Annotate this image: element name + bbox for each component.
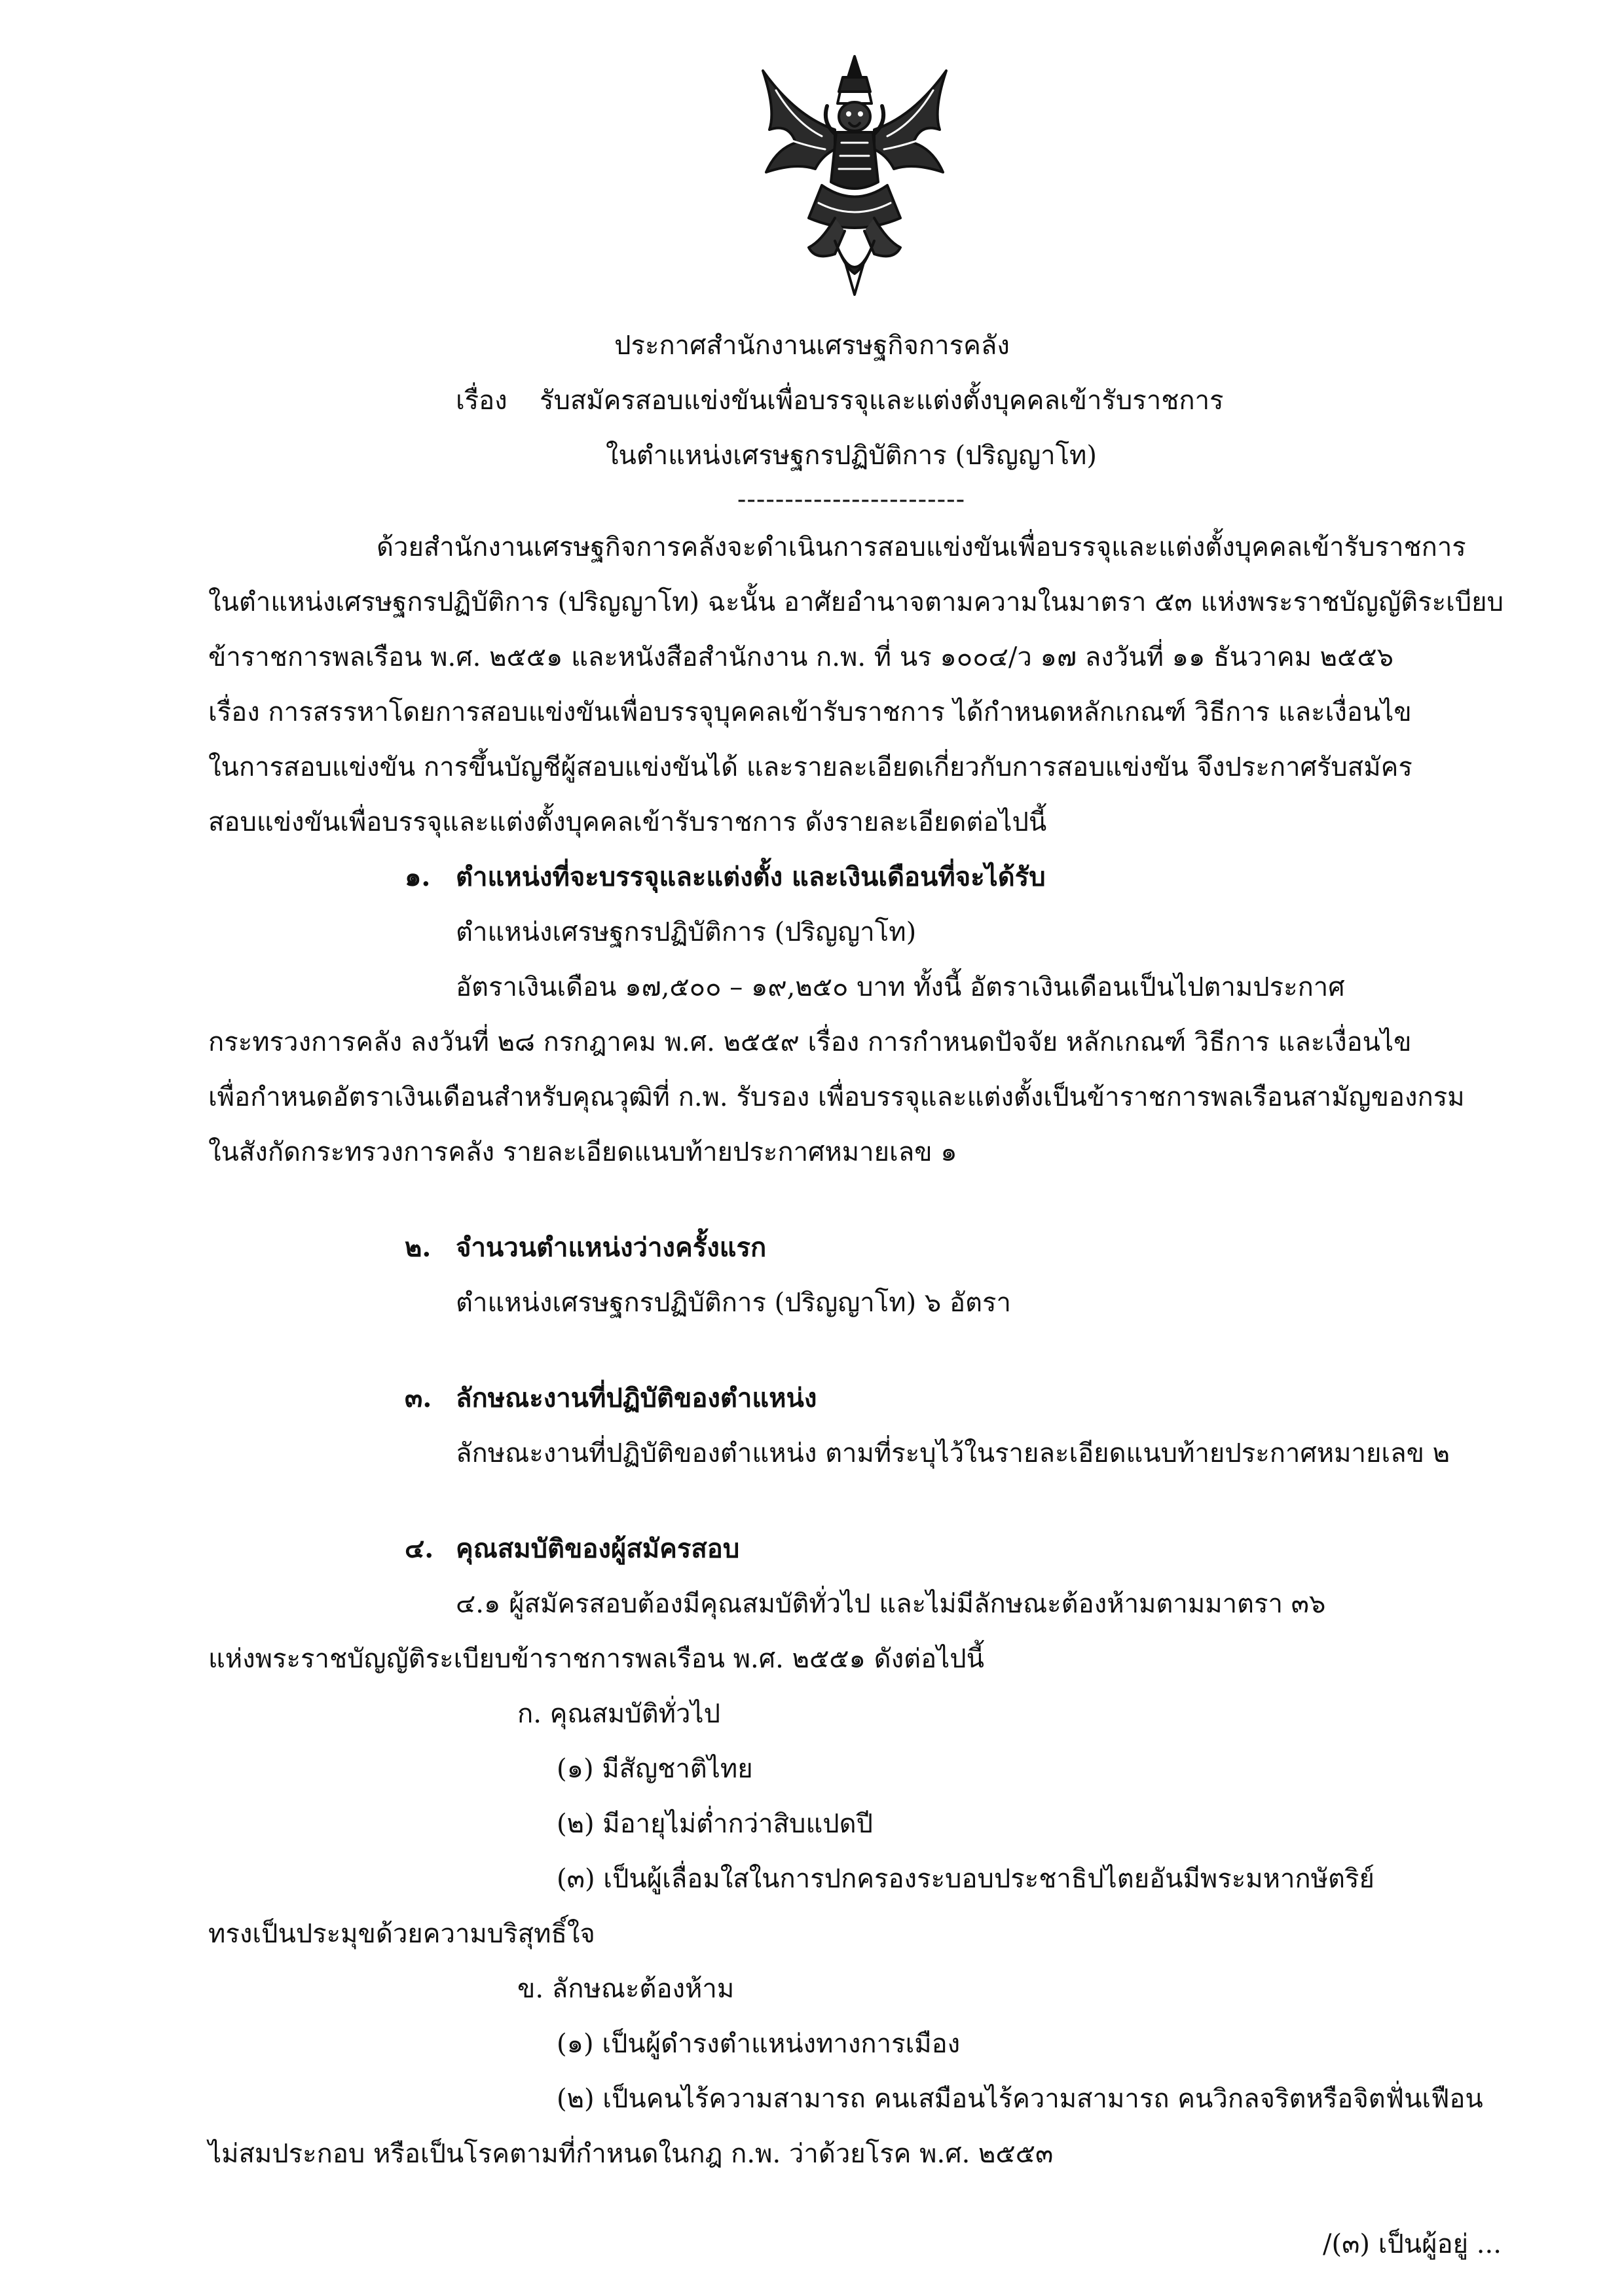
- subject-label: เรื่อง: [456, 386, 507, 416]
- intro-line-2: ในตำแหน่งเศรษฐกรปฏิบัติการ (ปริญญาโท) ฉะนั้น อาศัยอำนาจตามความในมาตรา ๕๓ แห่งพระราชบัญญัติระเบียบ: [208, 587, 1504, 617]
- general-item-2: (๒) มีอายุไม่ต่ำกว่าสิบแปดปี: [557, 1809, 873, 1839]
- prohibit-item-2: (๒) เป็นคนไร้ความสามารถ คนเสมือนไร้ความสามารถ คนวิกลจริตหรือจิตฟั่นเฟือน: [557, 2084, 1483, 2114]
- section-1-line-1: กระทรวงการคลัง ลงวันที่ ๒๘ กรกฎาคม พ.ศ. ๒๕๕๙ เรื่อง การกำหนดปัจจัย หลักเกณฑ์ วิธีการ และเงื่อนไข: [208, 1027, 1412, 1057]
- page-continuation: /(๓) เป็นผู้อยู่ ...: [1323, 2229, 1502, 2259]
- intro-line-5: ในการสอบแข่งขัน การขึ้นบัญชีผู้สอบแข่งขันได้ และรายละเอียดเกี่ยวกับการสอบแข่งขัน จึงประกาศรับสมัคร: [208, 752, 1412, 782]
- general-qualifications-label: ก. คุณสมบัติทั่วไป: [517, 1699, 720, 1729]
- intro-line-1: ด้วยสำนักงานเศรษฐกิจการคลังจะดำเนินการสอบแข่งขันเพื่อบรรจุและแต่งตั้งบุคคลเข้ารับราชการ: [377, 532, 1466, 562]
- section-1-position: ตำแหน่งเศรษฐกรปฏิบัติการ (ปริญญาโท): [456, 917, 917, 947]
- subject-line-2: ในตำแหน่งเศรษฐกรปฏิบัติการ (ปริญญาโท): [605, 441, 1098, 471]
- section-1-heading: ตำแหน่งที่จะบรรจุและแต่งตั้ง และเงินเดือนที่จะได้รับ: [456, 862, 1046, 892]
- intro-line-6: สอบแข่งขันเพื่อบรรจุและแต่งตั้งบุคคลเข้ารับราชการ ดังรายละเอียดต่อไปนี้: [208, 807, 1047, 837]
- garuda-emblem-icon: [750, 51, 959, 300]
- section-4-heading: คุณสมบัติของผู้สมัครสอบ: [456, 1533, 740, 1564]
- prohibit-item-1: (๑) เป็นผู้ดำรงตำแหน่งทางการเมือง: [557, 2029, 961, 2059]
- subject-line-1: รับสมัครสอบแข่งขันเพื่อบรรจุและแต่งตั้งบุคคลเข้ารับราชการ: [540, 386, 1224, 416]
- section-3-number: ๓.: [405, 1383, 432, 1413]
- general-item-1: (๑) มีสัญชาติไทย: [557, 1754, 753, 1784]
- general-item-3-continued: ทรงเป็นประมุขด้วยความบริสุทธิ์ใจ: [208, 1919, 595, 1949]
- section-3-line: ลักษณะงานที่ปฏิบัติของตำแหน่ง ตามที่ระบุไว้ในรายละเอียดแนบท้ายประกาศหมายเลข ๒: [456, 1438, 1450, 1468]
- section-4-sub1-line-2: แห่งพระราชบัญญัติระเบียบข้าราชการพลเรือน พ.ศ. ๒๕๕๑ ดังต่อไปนี้: [208, 1644, 984, 1674]
- section-2-line: ตำแหน่งเศรษฐกรปฏิบัติการ (ปริญญาโท) ๖ อัตรา: [456, 1288, 1011, 1318]
- section-1-line-3: ในสังกัดกระทรวงการคลัง รายละเอียดแนบท้ายประกาศหมายเลข ๑: [208, 1137, 957, 1167]
- prohibitions-label: ข. ลักษณะต้องห้าม: [517, 1974, 735, 2004]
- prohibit-item-2-continued: ไม่สมประกอบ หรือเป็นโรคตามที่กำหนดในกฎ ก.พ. ว่าด้วยโรค พ.ศ. ๒๕๕๓: [208, 2139, 1054, 2169]
- section-1-salary: อัตราเงินเดือน ๑๗,๕๐๐ – ๑๙,๒๕๐ บาท ทั้งนี้ อัตราเงินเดือนเป็นไปตามประกาศ: [456, 972, 1345, 1002]
- header-separator: ------------------------: [737, 484, 966, 515]
- section-2-number: ๒.: [405, 1232, 432, 1263]
- intro-line-3: ข้าราชการพลเรือน พ.ศ. ๒๕๕๑ และหนังสือสำนักงาน ก.พ. ที่ นร ๑๐๐๔/ว ๑๗ ลงวันที่ ๑๑ ธันวาคม ๒๕๕๖: [208, 642, 1393, 672]
- section-1-line-2: เพื่อกำหนดอัตราเงินเดือนสำหรับคุณวุฒิที่ ก.พ. รับรอง เพื่อบรรจุและแต่งตั้งเป็นข้าราชการพลเรือนสามัญของกรม: [208, 1082, 1465, 1112]
- section-4-sub1-line-1: ๔.๑ ผู้สมัครสอบต้องมีคุณสมบัติทั่วไป และไม่มีลักษณะต้องห้ามตามมาตรา ๓๖: [456, 1589, 1326, 1619]
- section-1-number: ๑.: [405, 862, 431, 892]
- section-3-heading: ลักษณะงานที่ปฏิบัติของตำแหน่ง: [456, 1383, 817, 1413]
- section-2-heading: จำนวนตำแหน่งว่างครั้งแรก: [456, 1232, 767, 1263]
- section-4-number: ๔.: [405, 1533, 434, 1564]
- announcement-title: ประกาศสำนักงานเศรษฐกิจการคลัง: [614, 331, 1010, 361]
- intro-line-4: เรื่อง การสรรหาโดยการสอบแข่งขันเพื่อบรรจุบุคคลเข้ารับราชการ ได้กำหนดหลักเกณฑ์ วิธีการ และเงื่อนไข: [208, 697, 1412, 727]
- general-item-3: (๓) เป็นผู้เลื่อมใสในการปกครองระบอบประชาธิปไตยอันมีพระมหากษัตริย์: [557, 1864, 1375, 1894]
